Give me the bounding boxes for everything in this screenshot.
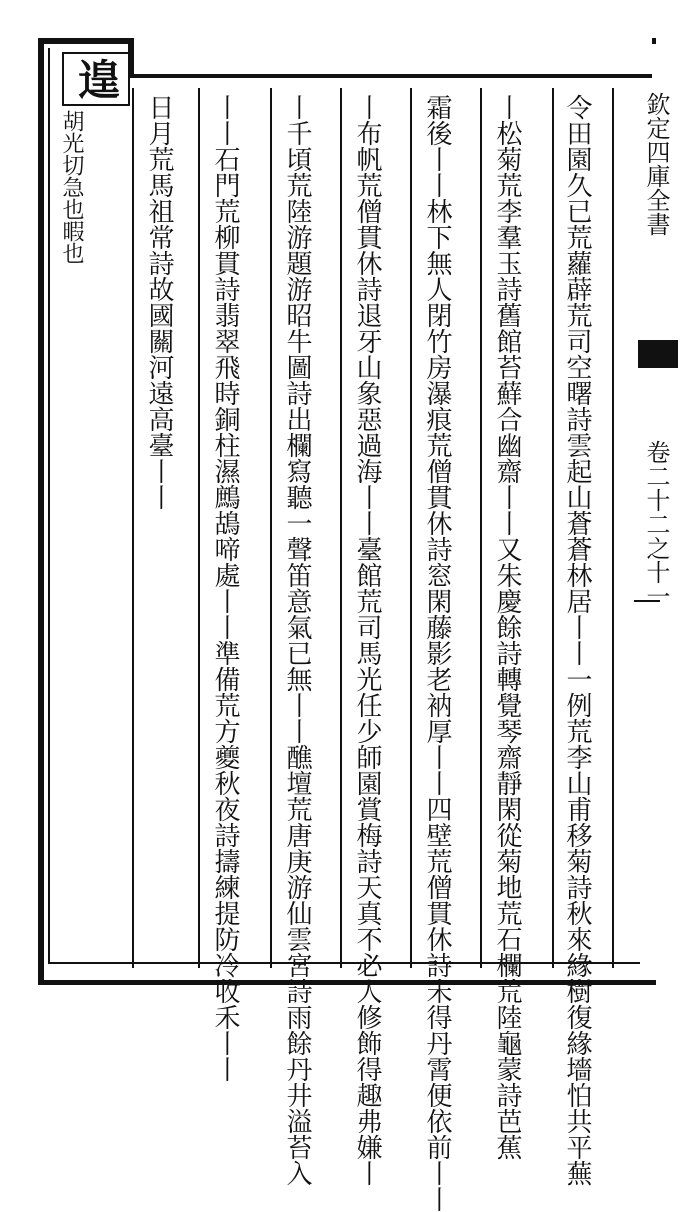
edge-volume: 卷二十二之十一 xyxy=(642,440,670,608)
column-rule xyxy=(132,88,134,968)
column-rule xyxy=(198,88,200,968)
fishtail-mark xyxy=(638,340,678,368)
text-column-4: 丨布帆荒僧貫休詩退牙山象惡過海丨丨臺館荒司馬光任少師園賞梅詩天真不必人修飾得趣弗嫌丨 xyxy=(352,94,382,1186)
edge-rule xyxy=(634,600,660,616)
top-gap xyxy=(132,38,652,74)
column-rule xyxy=(552,88,554,968)
text-column-1: 令田園久已荒蘿薜荒司空曙詩雲起山蒼蒼林居丨丨一例荒李山甫移菊詩秋來緣樹復緣墻怕共平蕪 xyxy=(562,94,592,1186)
header-tag-note: 胡光切急也暇也 xyxy=(59,110,84,264)
column-rule xyxy=(480,88,482,968)
edge-title: 欽定四庫全書 xyxy=(642,92,670,236)
text-column-6: 丨丨石門荒柳貫詩翡翠飛時銅柱濕鷓鴣啼處丨丨準備荒方夔秋夜詩擣練提防冷收禾丨丨 xyxy=(210,94,240,1082)
header-tag: 遑 xyxy=(62,52,130,106)
text-column-2: 丨松菊荒李羣玉詩舊館苔蘚合幽齋丨丨又朱慶餘詩轉覺琴齋靜閑從菊地荒石欄荒陸龜蒙詩芭蕉 xyxy=(492,94,522,1160)
text-column-7: 日月荒馬祖常詩故國關河遠高臺丨丨 xyxy=(144,94,174,510)
text-column-3: 霜後丨丨林下無人閉竹房瀑痕荒僧貫休詩窓閑藤影老衲厚丨丨四壁荒僧貫休詩未得丹霄便依前丨丨 xyxy=(422,94,452,1212)
text-column-5: 丨千頃荒陸游題游昭牛圖詩出欄寫聽一聲笛意氣已無丨丨醮壇荒唐庚游仙雲宮詩雨餘丹井溢苔入 xyxy=(282,94,312,1186)
top-border xyxy=(132,74,652,78)
column-rule xyxy=(612,88,614,968)
column-rule xyxy=(410,88,412,968)
column-rule xyxy=(270,88,272,968)
column-rule xyxy=(340,88,342,968)
